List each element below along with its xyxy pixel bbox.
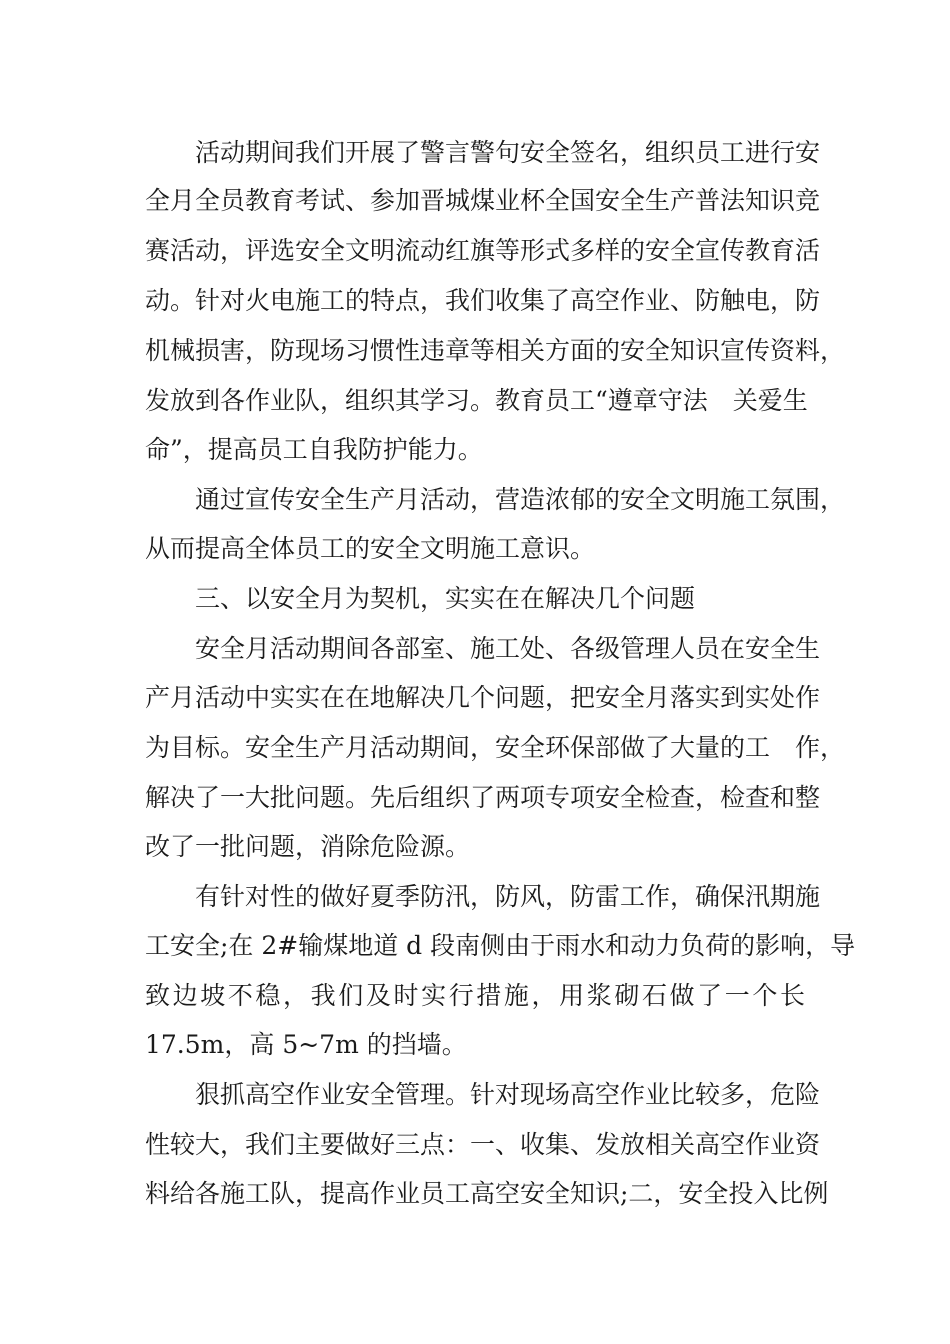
text-line: 从而提高全体员工的安全文明施工意识。 [145, 534, 596, 563]
text-line: 赛活动，评选安全文明流动红旗等形式多样的安全宣传教育活 [145, 236, 821, 265]
text-line: 料给各施工队，提高作业员工高空安全知识;二，安全投入比例 [145, 1179, 829, 1208]
text-line: 产月活动中实实在在地解决几个问题，把安全月落实到实处作 [145, 683, 821, 712]
text-line: 安全月活动期间各部室、施工处、各级管理人员在安全生 [195, 634, 821, 663]
text-line: 活动期间我们开展了警言警句安全签名，组织员工进行安 [195, 138, 821, 167]
text-line: 17.5m，高 5~7m 的挡墙。 [145, 1030, 467, 1059]
text-line: 机械损害，防现场习惯性违章等相关方面的安全知识宣传资料， [145, 336, 846, 365]
text-line: 狠抓高空作业安全管理。针对现场高空作业比较多，危险 [195, 1080, 821, 1109]
section-heading: 三、以安全月为契机，实实在在解决几个问题 [195, 584, 696, 613]
text-line: 有针对性的做好夏季防汛，防风，防雷工作，确保汛期施 [195, 882, 821, 911]
text-line: 改了一批问题，消除危险源。 [145, 832, 471, 861]
text-line: 发放到各作业队，组织其学习。教育员工“遵章守法 关爱生 [145, 386, 808, 415]
text-line: 为目标。安全生产月活动期间，安全环保部做了大量的工 作， [145, 733, 846, 762]
text-line: 通过宣传安全生产月活动，营造浓郁的安全文明施工氛围， [195, 485, 846, 514]
text-line: 全月全员教育考试、参加晋城煤业杯全国安全生产普法知识竞 [145, 186, 821, 215]
text-line: 致边坡不稳，我们及时实行措施，用浆砌石做了一个长 [145, 981, 805, 1010]
text-line: 解决了一大批问题。先后组织了两项专项安全检查，检查和整 [145, 783, 821, 812]
text-line: 动。针对火电施工的特点，我们收集了高空作业、防触电，防 [145, 286, 821, 315]
text-line: 命”，提高员工自我防护能力。 [145, 435, 483, 464]
text-line: 工安全;在 2#输煤地道 d 段南侧由于雨水和动力负荷的影响，导 [145, 931, 856, 960]
text-line: 性较大，我们主要做好三点：一、收集、发放相关高空作业资 [145, 1130, 821, 1159]
